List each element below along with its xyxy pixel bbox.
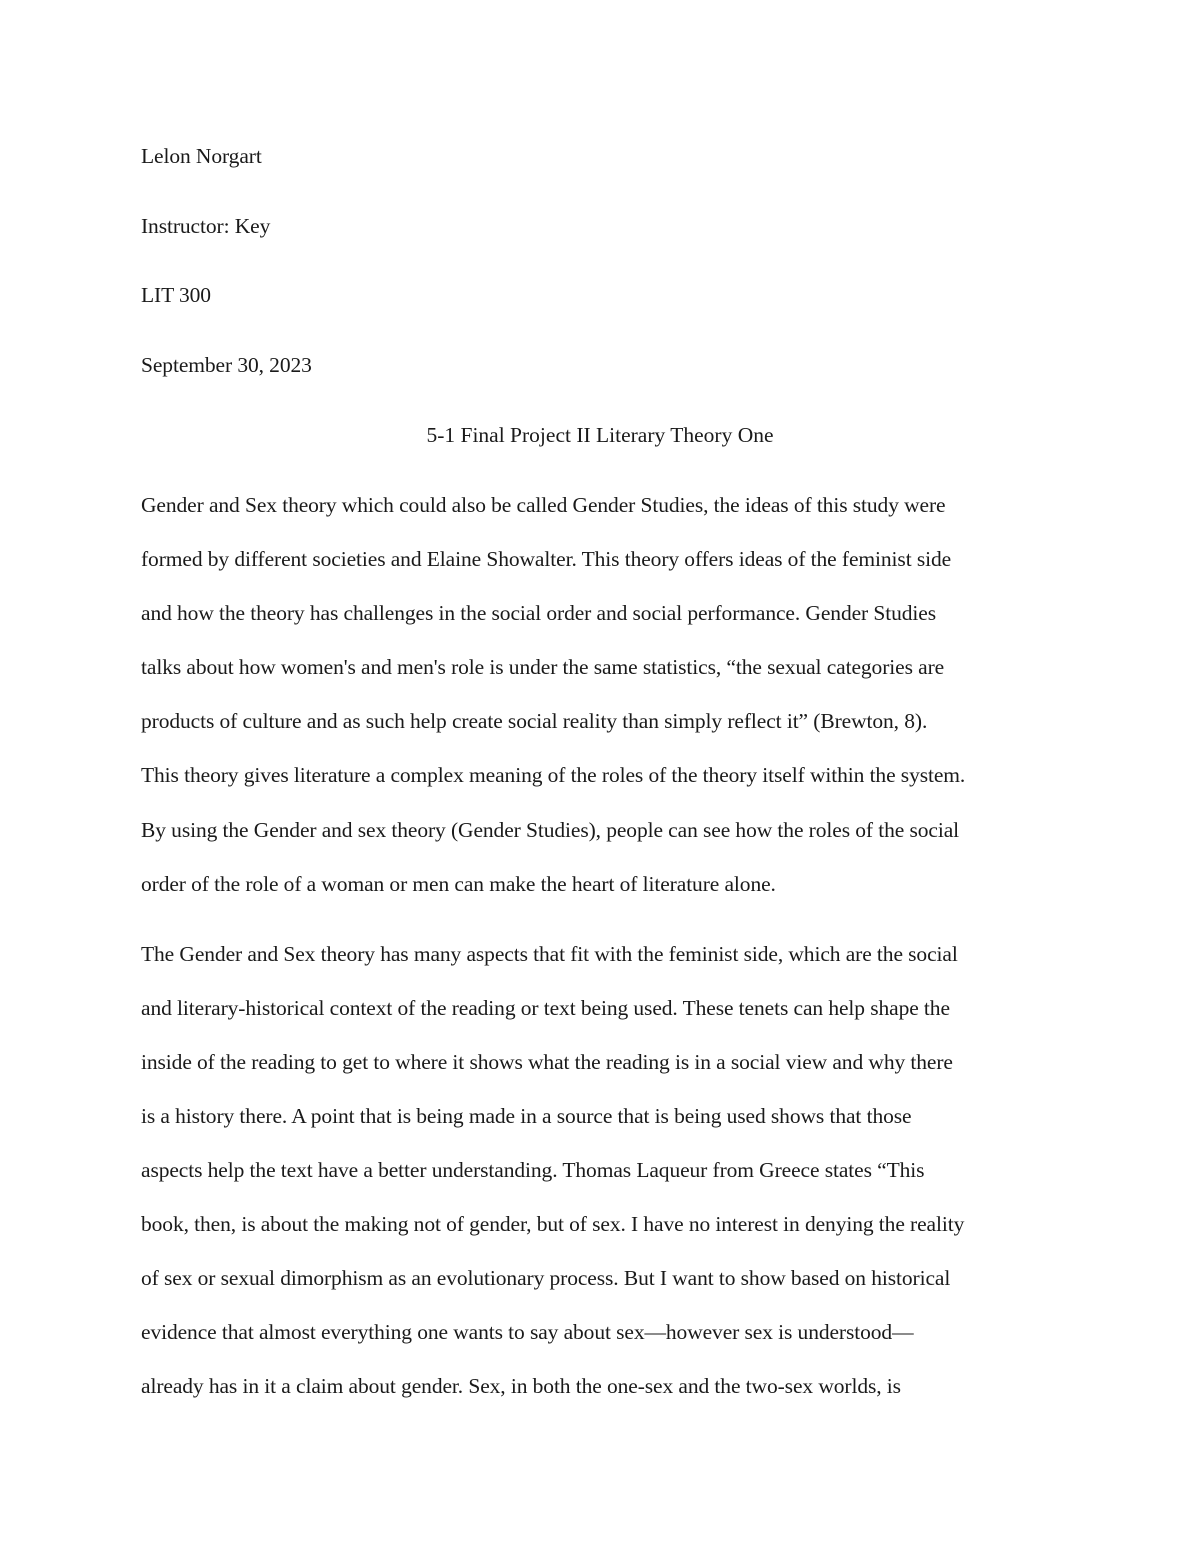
course-line: LIT 300 [141, 283, 211, 307]
paragraph-line: aspects help the text have a better understanding. Thomas Laqueur from Greece states “This [141, 1158, 925, 1182]
paragraph-line: formed by different societies and Elaine Showalter. This theory offers ideas of the feminist side [141, 547, 952, 571]
paragraph-line: talks about how women's and men's role is under the same statistics, “the sexual categories are [141, 655, 945, 679]
paragraph-line: The Gender and Sex theory has many aspects that fit with the feminist side, which are the social [141, 942, 958, 966]
paragraph-line: evidence that almost everything one wants to say about sex—however sex is understood— [141, 1320, 914, 1344]
paragraph-line: already has in it a claim about gender. Sex, in both the one-sex and the two-sex worlds, is [141, 1374, 901, 1398]
paragraph-line: By using the Gender and sex theory (Gender Studies), people can see how the roles of the social [141, 818, 960, 842]
paragraph-line: of sex or sexual dimorphism as an evolutionary process. But I want to show based on historical [141, 1266, 951, 1290]
paragraph-line: is a history there. A point that is being made in a source that is being used shows that those [141, 1104, 912, 1128]
paper-title: 5-1 Final Project II Literary Theory One [426, 423, 774, 447]
paragraph-line: order of the role of a woman or men can make the heart of literature alone. [141, 872, 776, 896]
date-line: September 30, 2023 [141, 353, 312, 377]
paragraph-line: book, then, is about the making not of gender, but of sex. I have no interest in denying the reality [141, 1212, 965, 1236]
instructor-line: Instructor: Key [141, 214, 271, 238]
paragraph-line: inside of the reading to get to where it shows what the reading is in a social view and why there [141, 1050, 953, 1074]
author-name: Lelon Norgart [141, 144, 262, 168]
paragraph-line: This theory gives literature a complex meaning of the roles of the theory itself within the system. [141, 763, 966, 787]
paragraph-line: and literary-historical context of the reading or text being used. These tenets can help shape the [141, 996, 950, 1020]
paragraph-line: Gender and Sex theory which could also be called Gender Studies, the ideas of this study were [141, 493, 946, 517]
paragraph-line: and how the theory has challenges in the social order and social performance. Gender Studies [141, 601, 936, 625]
paragraph-line: products of culture and as such help create social reality than simply reflect it” (Brewton, 8). [141, 709, 928, 733]
